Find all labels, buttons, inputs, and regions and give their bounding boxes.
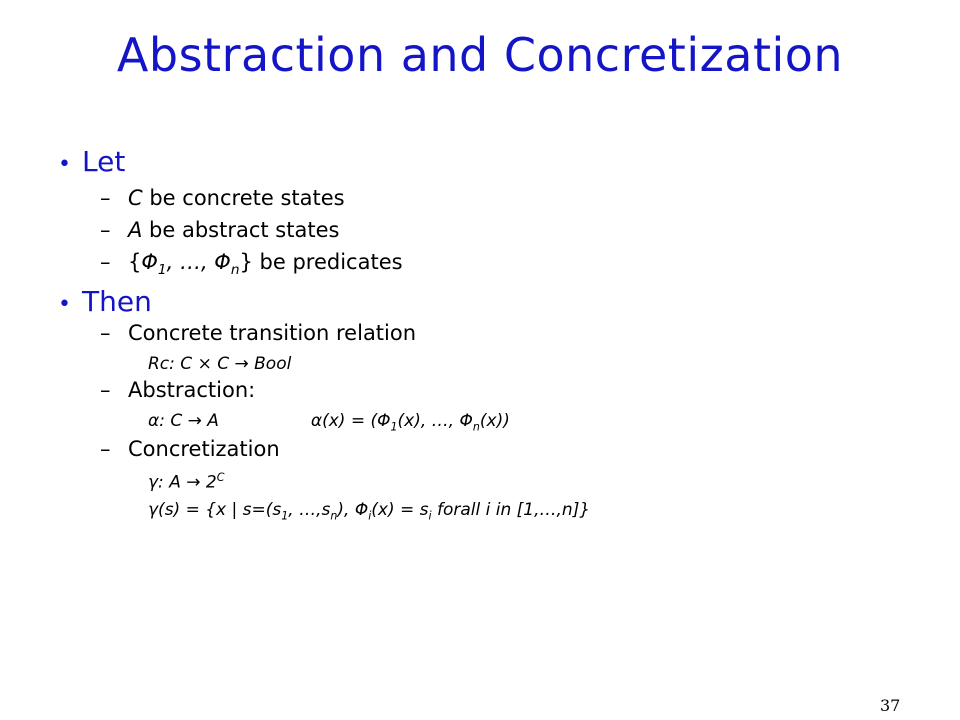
- then-item-concretization: – Concretization: [100, 437, 280, 461]
- gamma-signature: γ: $A \to 2^C$: [148, 471, 225, 493]
- let-concrete-text: be concrete states: [142, 186, 345, 210]
- rc-formula: Rc: C × C → Bool: [148, 354, 292, 374]
- bullet-let-label: Let: [82, 145, 126, 178]
- bullet-then: [58, 285, 152, 318]
- let-item-abstract: – A be abstract states: [100, 218, 340, 242]
- bullet-then-label: Then: [82, 285, 152, 318]
- let-abstract-text: be abstract states: [142, 218, 340, 242]
- var-a: A: [128, 218, 143, 242]
- let-item-predicates: – {$\Phi_1$, …, $\Phi_n$} be predicates: [100, 250, 403, 279]
- then-item-abstraction: – Abstraction:: [100, 378, 256, 402]
- gamma-definition: γ(s) = {x | $s=(s_1$, $\dots,s_n$), $\Phi_i(x) = s_i$ forall i in [1,…,n]}: [148, 500, 591, 523]
- bullet-dot: •: [58, 152, 71, 177]
- alpha-formula: α: C → A $\alpha(x) = (\Phi_1(x)$, …, $\Phi_n(x)$): [148, 411, 510, 434]
- page-number: 37: [880, 696, 901, 715]
- let-item-concrete: – C be concrete states: [100, 186, 345, 210]
- bullet-dot: •: [58, 292, 71, 317]
- let-predicates-text: be predicates: [252, 250, 403, 274]
- then-item-transition: – Concrete transition relation: [100, 321, 417, 345]
- var-c: C: [128, 186, 143, 210]
- bullet-let: [58, 145, 125, 178]
- transition-text: Concrete transition relation: [128, 321, 417, 345]
- abstraction-text: Abstraction:: [128, 378, 256, 402]
- concretization-text: Concretization: [128, 437, 280, 461]
- slide-title: Abstraction and Concretization: [116, 28, 844, 82]
